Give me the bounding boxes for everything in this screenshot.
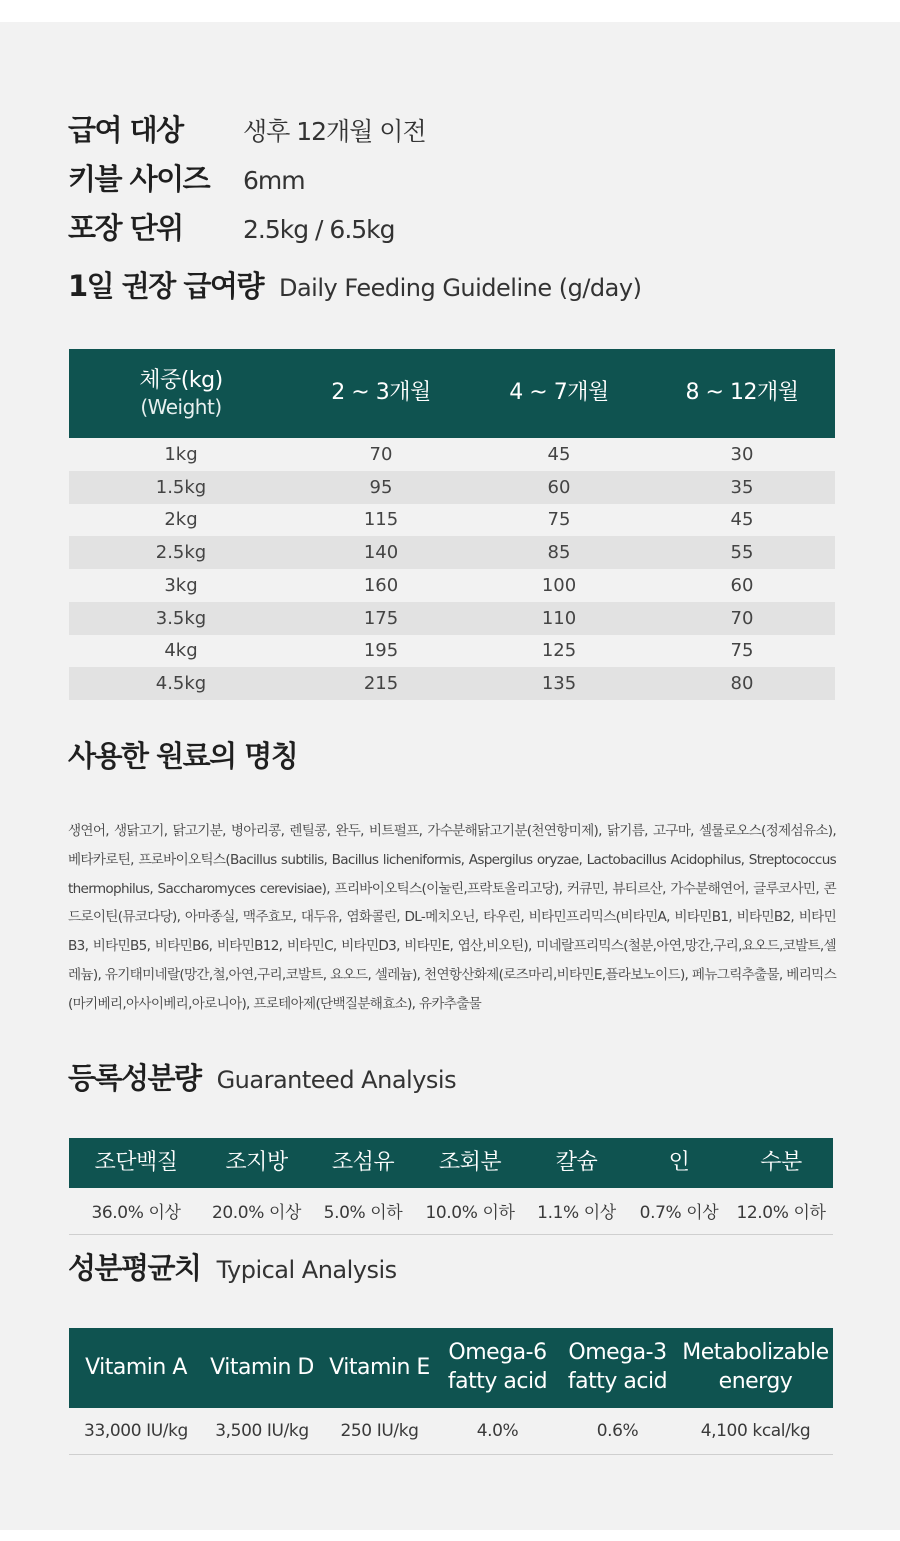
table-cell: 4.5kg	[69, 667, 293, 700]
table-cell: 175	[293, 602, 469, 635]
table-cell: 80	[649, 667, 835, 700]
weight-header-en: (Weight)	[140, 394, 222, 419]
table-cell: 95	[293, 471, 469, 504]
analysis-value: 3,500 IU/kg	[203, 1408, 321, 1454]
analysis-header	[678, 1328, 833, 1408]
guaranteed-values-row	[69, 1188, 833, 1234]
table-row	[69, 471, 835, 504]
age-header: 8 ~ 12개월	[649, 349, 835, 438]
guaranteed-title-en: Guaranteed Analysis	[216, 1066, 457, 1094]
feeding-table-header	[69, 349, 835, 438]
table-cell: 3kg	[69, 569, 293, 602]
nutrient-header: 칼슘	[524, 1138, 629, 1188]
ingredients-text: 생연어, 생닭고기, 닭고기분, 병아리콩, 렌틸콩, 완두, 비트펄프, 가수분해닭고기분(천연항미제), 닭기름, 고구마, 셀룰로오스(정제섬유소), 베타카로틴, 프로바이오틱스(Bacillus subtilis, Bacillus licheniformis, Aspergilus oryzae, Lactobacillus Acidophilus, Streptococcus thermophilus, Saccharomyces cerevisiae), 프리바이오틱스(이눌린,프락토올리고당), 커큐민, 뷰티르산, 가수분해연어, 글루코사민, 콘드로이틴(뮤코다당), 아마종실, 맥주효모, 대두유, 염화콜린, DL-메치오닌, 타우린, 비타민프리믹스(비타민A, 비타민B1, 비타민B2, 비타민B3, 비타민B5, 비타민B6, 비타민B12, 비타민C, 비타민D3, 비타민E, 엽산,비오틴), 미네랄프리믹스(철분,아연,망간,구리,요오드,코발트,셀레늄), 유기태미네랄(망간,철,아연,구리,코발트, 요오드, 셀레늄), 천연항산화제(로즈마리,비타민E,플라보노이드), 페뉴그릭추출물, 베리믹스(마키베리,아사이베리,아로니아), 프로테아제(단백질분해효소), 유카추출물	[68, 823, 836, 1012]
guaranteed-title-ko: 등록성분량	[68, 1061, 201, 1095]
analysis-value: 33,000 IU/kg	[69, 1408, 203, 1454]
analysis-header-line1: Omega-6	[448, 1340, 547, 1366]
table-cell: 85	[469, 536, 649, 569]
info-value: 6mm	[243, 166, 305, 195]
nutrient-value: 20.0% 이상	[203, 1188, 310, 1234]
analysis-header-line1: Metabolizable	[682, 1340, 829, 1366]
table-cell: 1kg	[69, 438, 293, 471]
analysis-header-line1: Vitamin D	[210, 1354, 314, 1380]
nutrient-header: 조지방	[203, 1138, 310, 1188]
table-cell: 135	[469, 667, 649, 700]
nutrient-value: 0.7% 이상	[629, 1188, 729, 1234]
analysis-header	[69, 1328, 203, 1408]
table-row	[69, 536, 835, 569]
nutrient-value: 5.0% 이하	[310, 1188, 416, 1234]
guaranteed-analysis-table	[69, 1138, 833, 1235]
analysis-header-line2: energy	[718, 1369, 793, 1394]
info-value: 2.5kg / 6.5kg	[243, 215, 395, 244]
table-row	[69, 504, 835, 537]
table-cell: 2.5kg	[69, 536, 293, 569]
table-cell: 70	[293, 438, 469, 471]
page-background	[0, 22, 900, 1530]
table-cell: 3.5kg	[69, 602, 293, 635]
table-cell: 70	[649, 602, 835, 635]
typical-title	[68, 1246, 397, 1287]
feeding-title-ko: 1일 권장 급여량	[68, 269, 263, 303]
table-cell: 110	[469, 602, 649, 635]
table-cell: 45	[649, 504, 835, 537]
table-cell: 60	[649, 569, 835, 602]
info-label: 포장 단위	[68, 211, 183, 245]
ingredients-title	[68, 734, 313, 775]
info-row-kibble-size	[68, 157, 426, 206]
info-value: 생후 12개월 이전	[243, 117, 426, 146]
age-header: 4 ~ 7개월	[469, 349, 649, 438]
table-row	[69, 667, 835, 700]
info-label: 급여 대상	[68, 113, 183, 147]
typical-values-row	[69, 1408, 833, 1454]
analysis-header-line1: Vitamin E	[329, 1354, 430, 1380]
table-cell: 60	[469, 471, 649, 504]
typical-header-row	[69, 1328, 833, 1408]
product-info	[68, 108, 426, 255]
analysis-header	[557, 1328, 678, 1408]
table-cell: 75	[649, 635, 835, 668]
table-row	[69, 635, 835, 668]
table-row	[69, 569, 835, 602]
typical-title-ko: 성분평균치	[68, 1251, 201, 1285]
nutrient-value: 36.0% 이상	[69, 1188, 203, 1234]
guaranteed-header-row	[69, 1138, 833, 1188]
table-cell: 195	[293, 635, 469, 668]
analysis-header-line1: Vitamin A	[85, 1354, 187, 1380]
table-cell: 125	[469, 635, 649, 668]
table-cell: 4kg	[69, 635, 293, 668]
analysis-header	[321, 1328, 438, 1408]
analysis-header	[203, 1328, 321, 1408]
nutrient-header: 조섬유	[310, 1138, 416, 1188]
table-cell: 115	[293, 504, 469, 537]
table-cell: 45	[469, 438, 649, 471]
nutrient-value: 1.1% 이상	[524, 1188, 629, 1234]
table-cell: 215	[293, 667, 469, 700]
analysis-value: 250 IU/kg	[321, 1408, 438, 1454]
table-row	[69, 602, 835, 635]
table-cell: 2kg	[69, 504, 293, 537]
table-cell: 1.5kg	[69, 471, 293, 504]
info-row-target	[68, 108, 426, 157]
analysis-header	[438, 1328, 557, 1408]
table-cell: 35	[649, 471, 835, 504]
ingredients-title-ko: 사용한 원료의 명칭	[68, 739, 298, 773]
age-header: 2 ~ 3개월	[293, 349, 469, 438]
weight-header-ko: 체중(kg)	[139, 368, 223, 394]
table-cell: 140	[293, 536, 469, 569]
nutrient-header: 인	[629, 1138, 729, 1188]
analysis-header-line2: fatty acid	[567, 1369, 668, 1394]
feeding-table	[69, 349, 835, 700]
info-row-package	[68, 206, 426, 255]
nutrient-header: 수분	[729, 1138, 833, 1188]
analysis-value: 4.0%	[438, 1408, 557, 1454]
analysis-value: 0.6%	[557, 1408, 678, 1454]
nutrient-header: 조회분	[416, 1138, 524, 1188]
typical-title-en: Typical Analysis	[216, 1256, 397, 1284]
feeding-title	[68, 264, 641, 305]
analysis-header-line1: Omega-3	[568, 1340, 667, 1366]
table-cell: 55	[649, 536, 835, 569]
feeding-title-en: Daily Feeding Guideline (g/day)	[278, 274, 642, 302]
nutrient-header: 조단백질	[69, 1138, 203, 1188]
analysis-header-line2: fatty acid	[447, 1369, 548, 1394]
guaranteed-title	[68, 1056, 456, 1097]
table-cell: 75	[469, 504, 649, 537]
weight-header	[69, 349, 293, 438]
table-cell: 160	[293, 569, 469, 602]
table-row	[69, 438, 835, 471]
nutrient-value: 10.0% 이하	[416, 1188, 524, 1234]
analysis-value: 4,100 kcal/kg	[678, 1408, 833, 1454]
table-cell: 30	[649, 438, 835, 471]
info-label: 키블 사이즈	[68, 162, 210, 196]
table-cell: 100	[469, 569, 649, 602]
nutrient-value: 12.0% 이하	[729, 1188, 833, 1234]
typical-analysis-table	[69, 1328, 833, 1455]
